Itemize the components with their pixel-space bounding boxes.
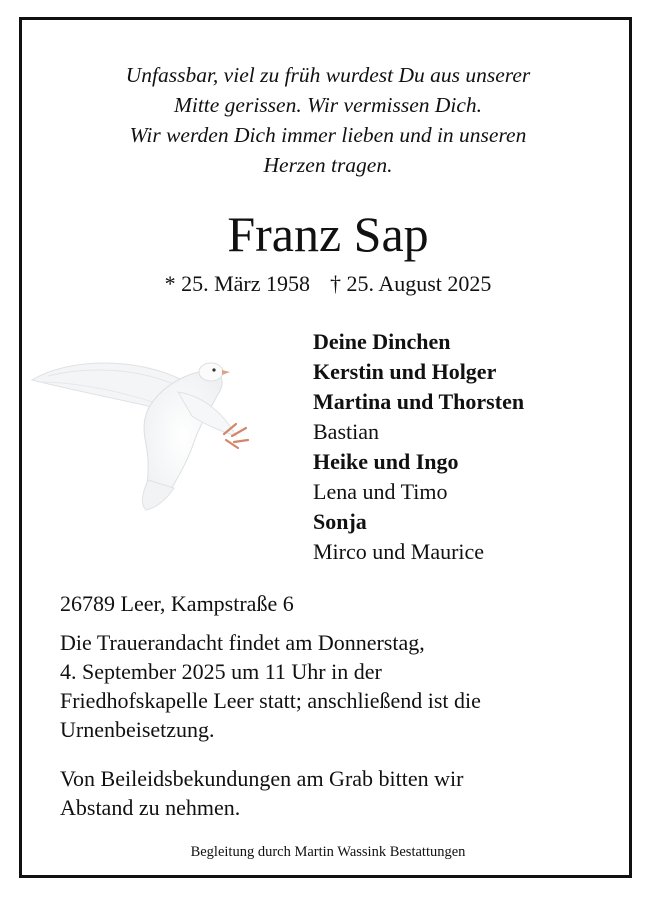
- funeral-home-footer: Begleitung durch Martin Wassink Bestattungen: [190, 844, 466, 860]
- condolence-line: Abstand zu nehmen.: [60, 795, 241, 820]
- poem-line: Wir werden Dich immer lieben und in unseren: [129, 123, 527, 147]
- mourner-line: Martina und Thorsten: [313, 389, 525, 414]
- mourner-line: Bastian: [313, 419, 379, 444]
- ceremony-notice: [60, 628, 600, 744]
- mourner-line: Sonja: [313, 509, 367, 534]
- ceremony-line: Die Trauerandacht findet am Donnerstag,: [60, 630, 425, 655]
- condolence-line: Von Beileidsbekundungen am Grab bitten wir: [60, 766, 464, 791]
- mourner-line: Kerstin und Holger: [313, 359, 497, 384]
- white-dove-icon: [28, 352, 260, 512]
- poem-line: Herzen tragen.: [263, 153, 393, 177]
- ceremony-line: Urnenbeisetzung.: [60, 717, 215, 742]
- poem-line: Unfassbar, viel zu früh wurdest Du aus unserer: [125, 63, 531, 87]
- mourner-line: Lena und Timo: [313, 479, 448, 504]
- life-dates: [40, 270, 616, 298]
- mourner-line: Deine Dinchen: [313, 329, 451, 354]
- poem-line: Mitte gerissen. Wir vermissen Dich.: [173, 93, 483, 117]
- death-date: † 25. August 2025: [330, 271, 492, 296]
- ceremony-line: Friedhofskapelle Leer statt; anschließend ist die: [60, 688, 481, 713]
- mourner-line: Mirco und Maurice: [313, 539, 485, 564]
- condolence-notice: [60, 764, 600, 822]
- birth-date: * 25. März 1958: [164, 271, 311, 296]
- poem: [40, 60, 616, 180]
- mourner-line: Heike und Ingo: [313, 449, 459, 474]
- mourners-list: [313, 327, 524, 567]
- deceased-name: Franz Sap: [227, 206, 429, 262]
- ceremony-line: 4. September 2025 um 11 Uhr in der: [60, 659, 382, 684]
- address: 26789 Leer, Kampstraße 6: [60, 591, 294, 616]
